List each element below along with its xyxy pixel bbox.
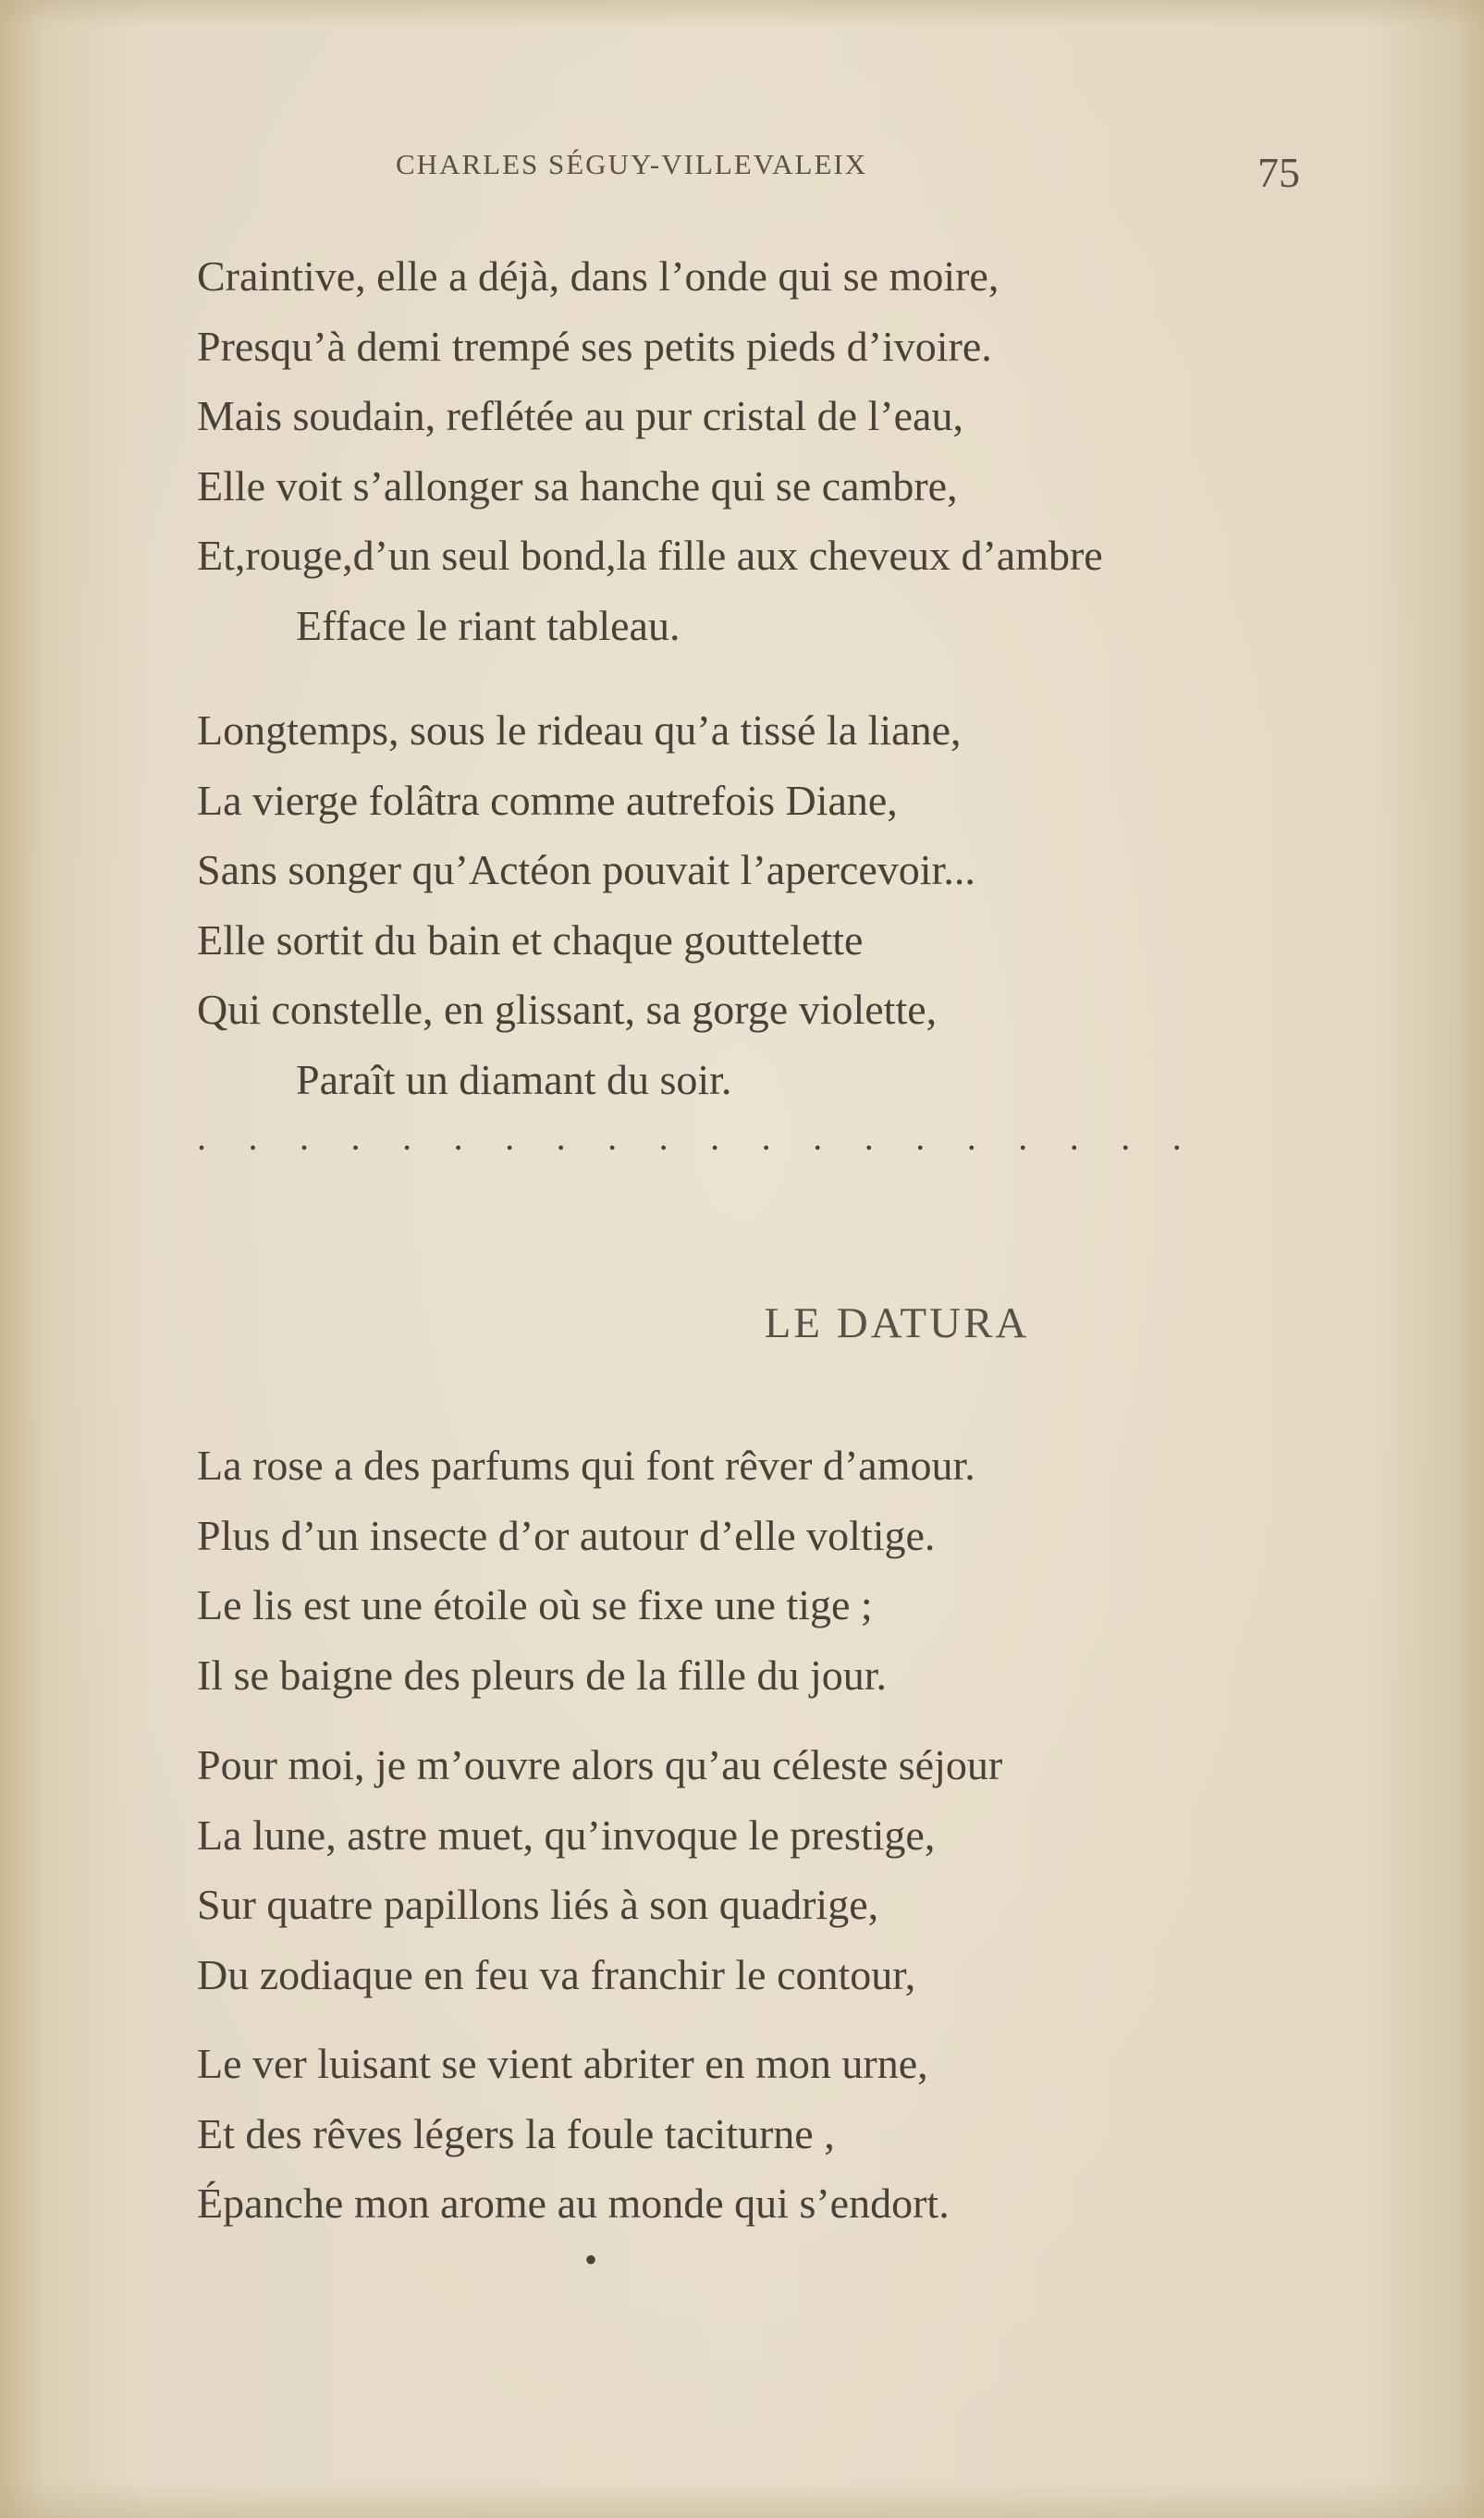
verse-line: Et,rouge,d’un seul bond,la fille aux cheveux d’ambre [197, 532, 1103, 579]
separator-dot: . [248, 1116, 258, 1158]
separator-dot: . [915, 1116, 926, 1158]
verse-line: Elle sortit du bain et chaque gouttelette [197, 915, 864, 964]
verse-line: Épanche mon arome au monde qui s’endort. [197, 2180, 950, 2227]
running-head: CHARLES SÉGUY-VILLEVALEIX [396, 148, 868, 180]
separator-dot: . [864, 1116, 874, 1158]
verse-line-indented: Paraît un diamant du soir. [296, 1055, 732, 1103]
poem-stanza-2 [197, 1730, 1002, 2009]
separator-dot: . [761, 1116, 771, 1158]
poem-title: LE DATURA [764, 1299, 1030, 1347]
page-edge-bottom [0, 2481, 1484, 2518]
verse-line: Elle voit s’allonger sa hanche qui se cambre, [197, 461, 958, 510]
page-number: 75 [1257, 149, 1300, 196]
separator-dot: . [710, 1116, 720, 1158]
verse-line: Du zodiaque en feu va franchir le contour, [197, 1950, 916, 1998]
separator-dot: . [813, 1116, 823, 1158]
verse-line: Mais soudain, reflétée au pur cristal de l’eau, [197, 392, 963, 439]
separator-dot: . [402, 1116, 412, 1158]
separator-dot: . [453, 1116, 463, 1158]
separator-dot: . [556, 1116, 566, 1158]
verse-line: La rose a des parfums qui font rêver d’amour. [197, 1442, 975, 1489]
separator-dot: . [966, 1116, 976, 1158]
verse-line: Pour moi, je m’ouvre alors qu’au céleste séjour [197, 1741, 1003, 1788]
verse-line-indented: Efface le riant tableau. [296, 601, 681, 649]
separator-dot: . [350, 1116, 361, 1158]
separator-dot: . [197, 1116, 206, 1158]
separator-dot: . [1018, 1116, 1028, 1158]
dotted-separator [197, 1116, 1182, 1158]
verse-line: Longtemps, sous le rideau qu’a tissé la liane, [197, 706, 962, 754]
verse-line: Il se baigne des pleurs de la fille du jour. [197, 1651, 888, 1699]
poem-title-wrap [0, 1298, 1184, 1348]
verse-line: Le ver luisant se vient abriter en mon urne, [197, 2040, 928, 2087]
stanza-continued-1 [197, 241, 1103, 660]
separator-dot: . [658, 1116, 668, 1158]
verse-line: Sur quatre papillons liés à son quadrige, [197, 1881, 879, 1928]
separator-dot: . [1069, 1116, 1079, 1158]
verse-line: Sans songer qu’Actéon pouvait l’apercevoir... [197, 846, 975, 893]
end-mark: • [584, 2239, 598, 2280]
verse-line: Plus d’un insecte d’or autour d’elle voltige. [197, 1511, 936, 1559]
verse-line: Craintive, elle a déjà, dans l’onde qui se moire, [197, 252, 1000, 300]
verse-line: La vierge folâtra comme autrefois Diane, [197, 776, 898, 824]
separator-dot: . [300, 1116, 310, 1158]
stanza-continued-2 [197, 695, 975, 1114]
separator-dot: . [607, 1116, 618, 1158]
page-edge-top [0, 0, 1484, 28]
poem-stanza-3 [197, 2029, 950, 2239]
verse-line: Qui constelle, en glissant, sa gorge violette, [197, 986, 938, 1033]
separator-dot: . [1121, 1116, 1131, 1158]
verse-line: Presqu’à demi trempé ses petits pieds d’ivoire. [197, 322, 992, 370]
verse-line: La lune, astre muet, qu’invoque le prestige, [197, 1811, 936, 1859]
separator-dot: . [505, 1116, 515, 1158]
separator-dot: . [1171, 1116, 1182, 1158]
poem-stanza-1 [197, 1431, 975, 1710]
verse-line: Le lis est une étoile où se fixe une tige ; [197, 1581, 873, 1628]
verse-line: Et des rêves légers la foule taciturne , [197, 2109, 835, 2157]
